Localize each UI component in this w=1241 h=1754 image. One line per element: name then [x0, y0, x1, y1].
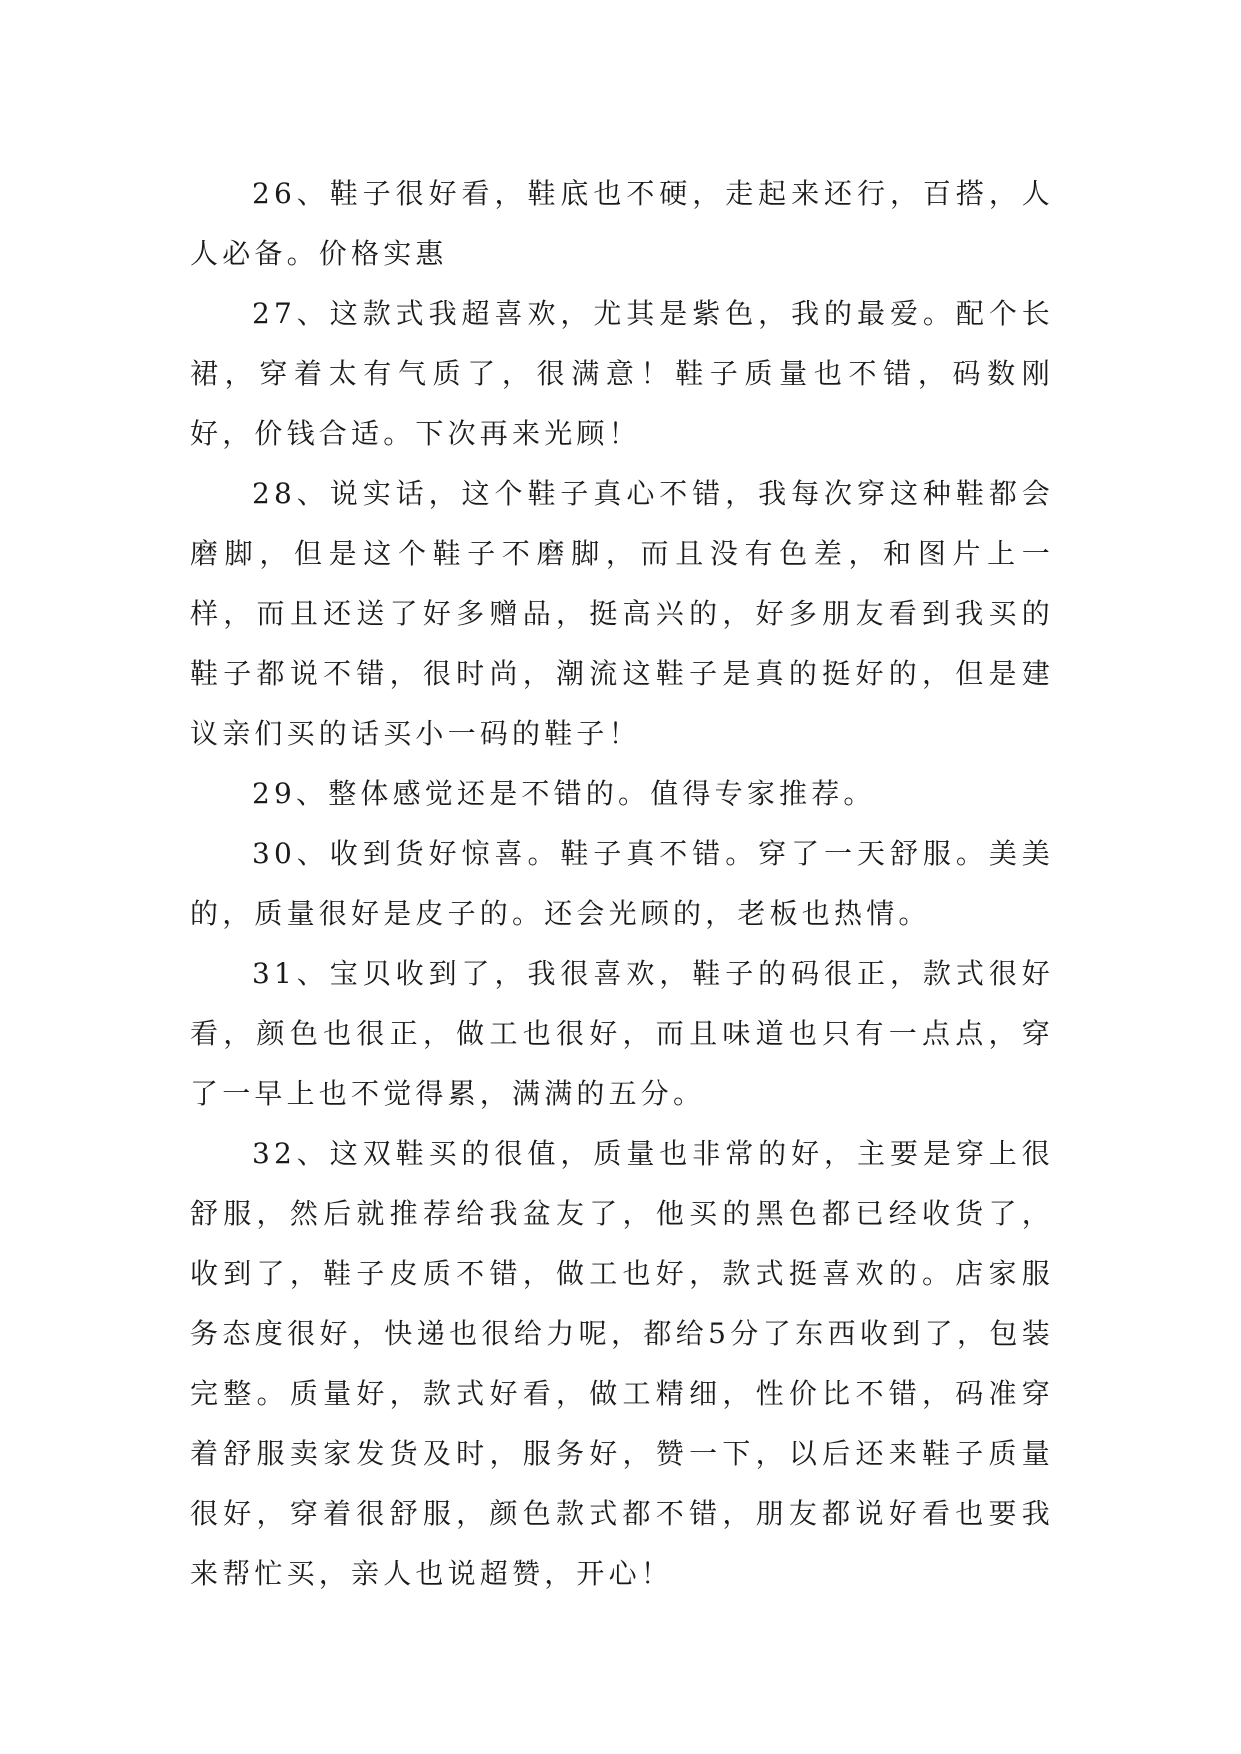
review-paragraph-31: 31、宝贝收到了，我很喜欢，鞋子的码很正，款式很好看，颜色也很正，做工也很好，而且味道也只有一点点，穿了一早上也不觉得累，满满的五分。 — [190, 957, 1054, 1110]
review-paragraph-28: 28、说实话，这个鞋子真心不错，我每次穿这种鞋都会磨脚，但是这个鞋子不磨脚，而且没有色差，和图片上一样，而且还送了好多赠品，挺高兴的，好多朋友看到我买的鞋子都说不错，很时尚，潮流这鞋子是真的挺好的，但是建议亲们买的话买小一码的鞋子！ — [190, 477, 1054, 750]
review-paragraph-27: 27、这款式我超喜欢，尤其是紫色，我的最爱。配个长裙，穿着太有气质了，很满意！鞋子质量也不错，码数刚好，价钱合适。下次再来光顾！ — [190, 297, 1054, 450]
review-paragraph-29: 29、整体感觉还是不错的。值得专家推荐。 — [252, 777, 876, 810]
review-paragraph-32: 32、这双鞋买的很值，质量也非常的好，主要是穿上很舒服，然后就推荐给我盆友了，他买的黑色都已经收货了，收到了，鞋子皮质不错，做工也好，款式挺喜欢的。店家服务态度很好，快递也很给力呢，都给5分了东西收到了，包装完整。质量好，款式好看，做工精细，性价比不错，码准穿着舒服卖家发货及时，服务好，赞一下，以后还来鞋子质量很好，穿着很舒服，颜色款式都不错，朋友都说好看也要我来帮忙买，亲人也说超赞，开心！ — [190, 1137, 1054, 1590]
document-body — [190, 164, 1054, 1604]
review-paragraph-30: 30、收到货好惊喜。鞋子真不错。穿了一天舒服。美美的，质量很好是皮子的。还会光顾的，老板也热情。 — [190, 837, 1054, 930]
review-paragraph-26: 26、鞋子很好看，鞋底也不硬，走起来还行，百搭，人人必备。价格实惠 — [190, 177, 1054, 270]
